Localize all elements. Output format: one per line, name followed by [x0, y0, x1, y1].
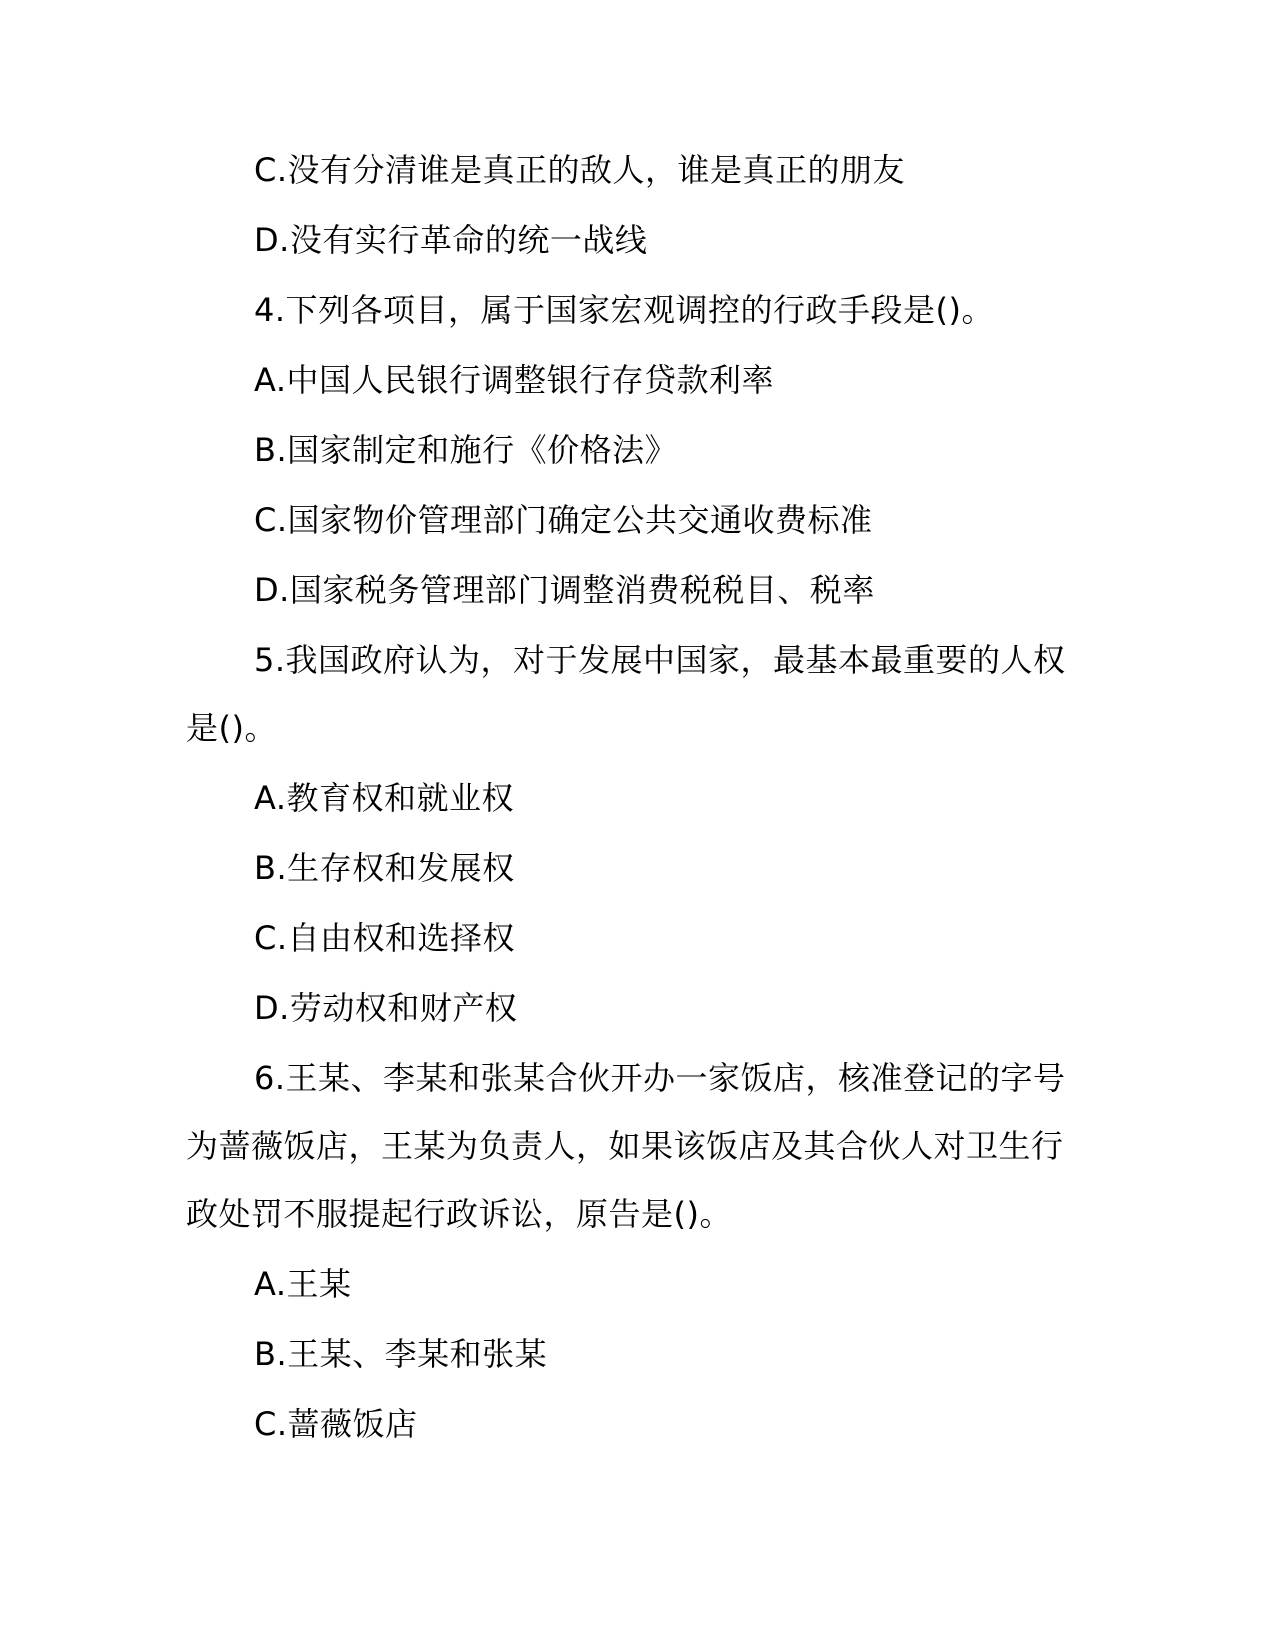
document-body [186, 150, 1086, 1474]
question-5: 5.我国政府认为，对于发展中国家，最基本最重要的人权是()。 [186, 641, 1066, 747]
q6-option-c: C.蔷薇饭店 [254, 1405, 418, 1443]
q3-option-c: C.没有分清谁是真正的敌人，谁是真正的朋友 [254, 151, 906, 189]
question-6: 6.王某、李某和张某合伙开办一家饭店，核准登记的字号为蔷薇饭店，王某为负责人，如果该饭店及其合伙人对卫生行政处罚不服提起行政诉讼，原告是()。 [186, 1059, 1066, 1233]
q4-option-d: D.国家税务管理部门调整消费税税目、税率 [254, 571, 875, 609]
q5-option-c: C.自由权和选择权 [254, 919, 516, 957]
q5-option-a: A.教育权和就业权 [254, 779, 515, 817]
q6-option-a: A.王某 [254, 1265, 352, 1303]
q6-option-b: B.王某、李某和张某 [254, 1335, 548, 1373]
question-4: 4.下列各项目，属于国家宏观调控的行政手段是()。 [254, 291, 995, 329]
q5-option-d: D.劳动权和财产权 [254, 989, 518, 1027]
q4-option-c: C.国家物价管理部门确定公共交通收费标准 [254, 501, 873, 539]
q5-option-b: B.生存权和发展权 [254, 849, 515, 887]
q3-option-d: D.没有实行革命的统一战线 [254, 221, 648, 259]
q4-option-b: B.国家制定和施行《价格法》 [254, 431, 678, 469]
q4-option-a: A.中国人民银行调整银行存贷款利率 [254, 361, 775, 399]
